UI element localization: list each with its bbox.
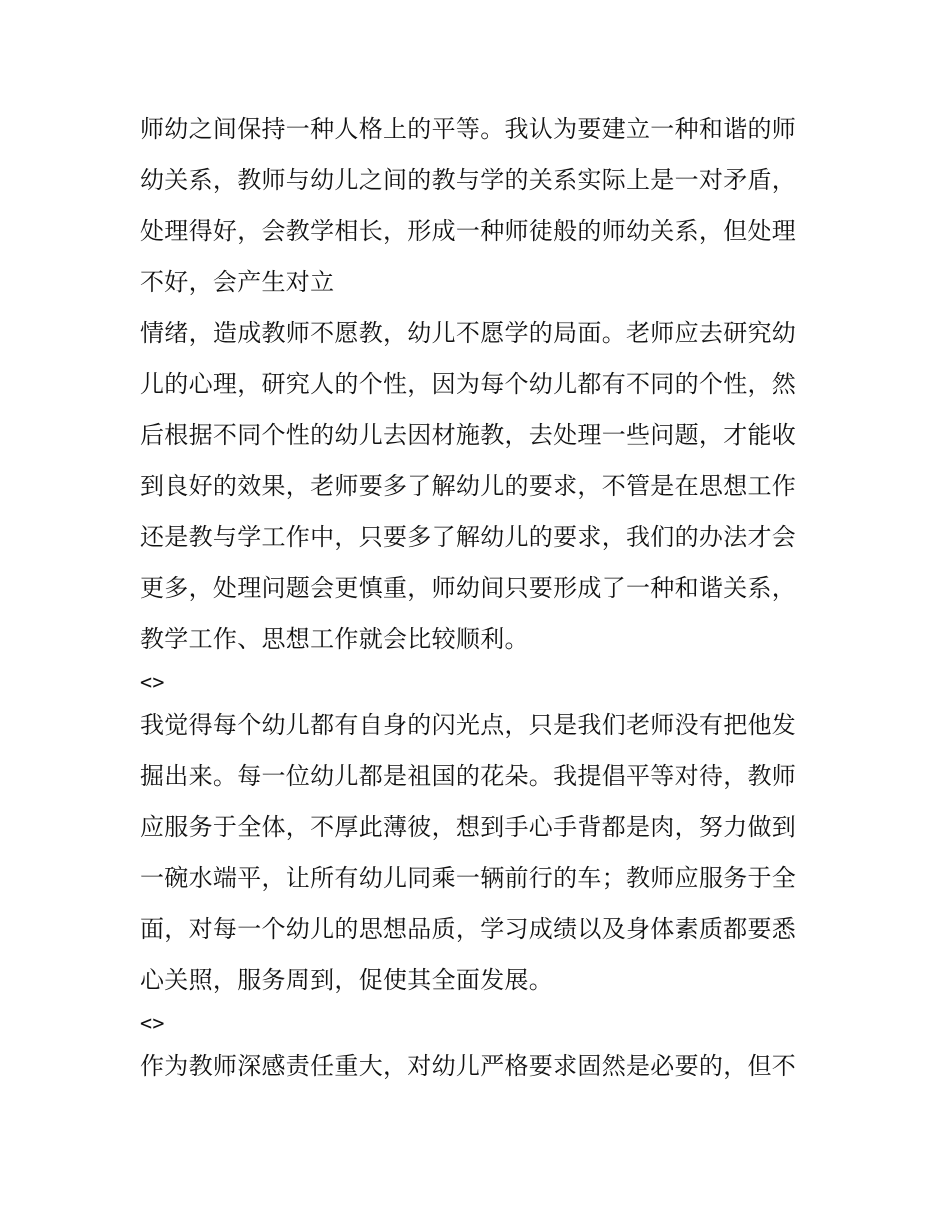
text-line: 应服务于全体，不厚此薄彼，想到手心手背都是肉，努力做到 [140,813,797,841]
text-line: 面，对每一个幼儿的思想品质，学习成绩以及身体素质都要悉 [140,915,797,943]
paragraph-1 [140,104,820,308]
text-line: 儿的心理，研究人的个性，因为每个幼儿都有不同的个性，然 [140,370,797,398]
text-line: 我觉得每个幼儿都有自身的闪光点，只是我们老师没有把他发 [140,711,797,739]
text-line: 心关照，服务周到，促使其全面发展。 [140,966,554,994]
text-line: 情绪，造成教师不愿教，幼儿不愿学的局面。老师应去研究幼 [140,319,797,347]
separator-marker: <> [140,1011,165,1035]
text-line: 幼关系，教师与幼儿之间的教与学的关系实际上是一对矛盾， [140,166,797,194]
text-line: 后根据不同个性的幼儿去因材施教，去处理一些问题，才能收 [140,421,797,449]
paragraph-2 [140,308,820,665]
text-line: 作为教师深感责任重大，对幼儿严格要求固然是必要的，但不 [140,1052,797,1080]
text-line: 师幼之间保持一种人格上的平等。我认为要建立一种和谐的师 [140,115,797,143]
text-line: 到良好的效果，老师要多了解幼儿的要求，不管是在思想工作 [140,472,797,500]
text-line: 还是教与学工作中，只要多了解幼儿的要求，我们的办法才会 [140,523,797,551]
paragraph-3 [140,700,820,1006]
text-line: 一碗水端平，让所有幼儿同乘一辆前行的车；教师应服务于全 [140,864,797,892]
document-body [140,104,820,1092]
separator-marker: <> [140,670,165,694]
text-line: 掘出来。每一位幼儿都是祖国的花朵。我提倡平等对待，教师 [140,762,797,790]
text-line: 处理得好，会教学相长，形成一种师徒般的师幼关系，但处理 [140,217,797,245]
text-line: 不好，会产生对立 [140,268,335,296]
text-line: 更多，处理问题会更慎重，师幼间只要形成了一种和谐关系， [140,574,797,602]
paragraph-4 [140,1041,820,1092]
text-line: 教学工作、思想工作就会比较顺利。 [140,625,529,653]
